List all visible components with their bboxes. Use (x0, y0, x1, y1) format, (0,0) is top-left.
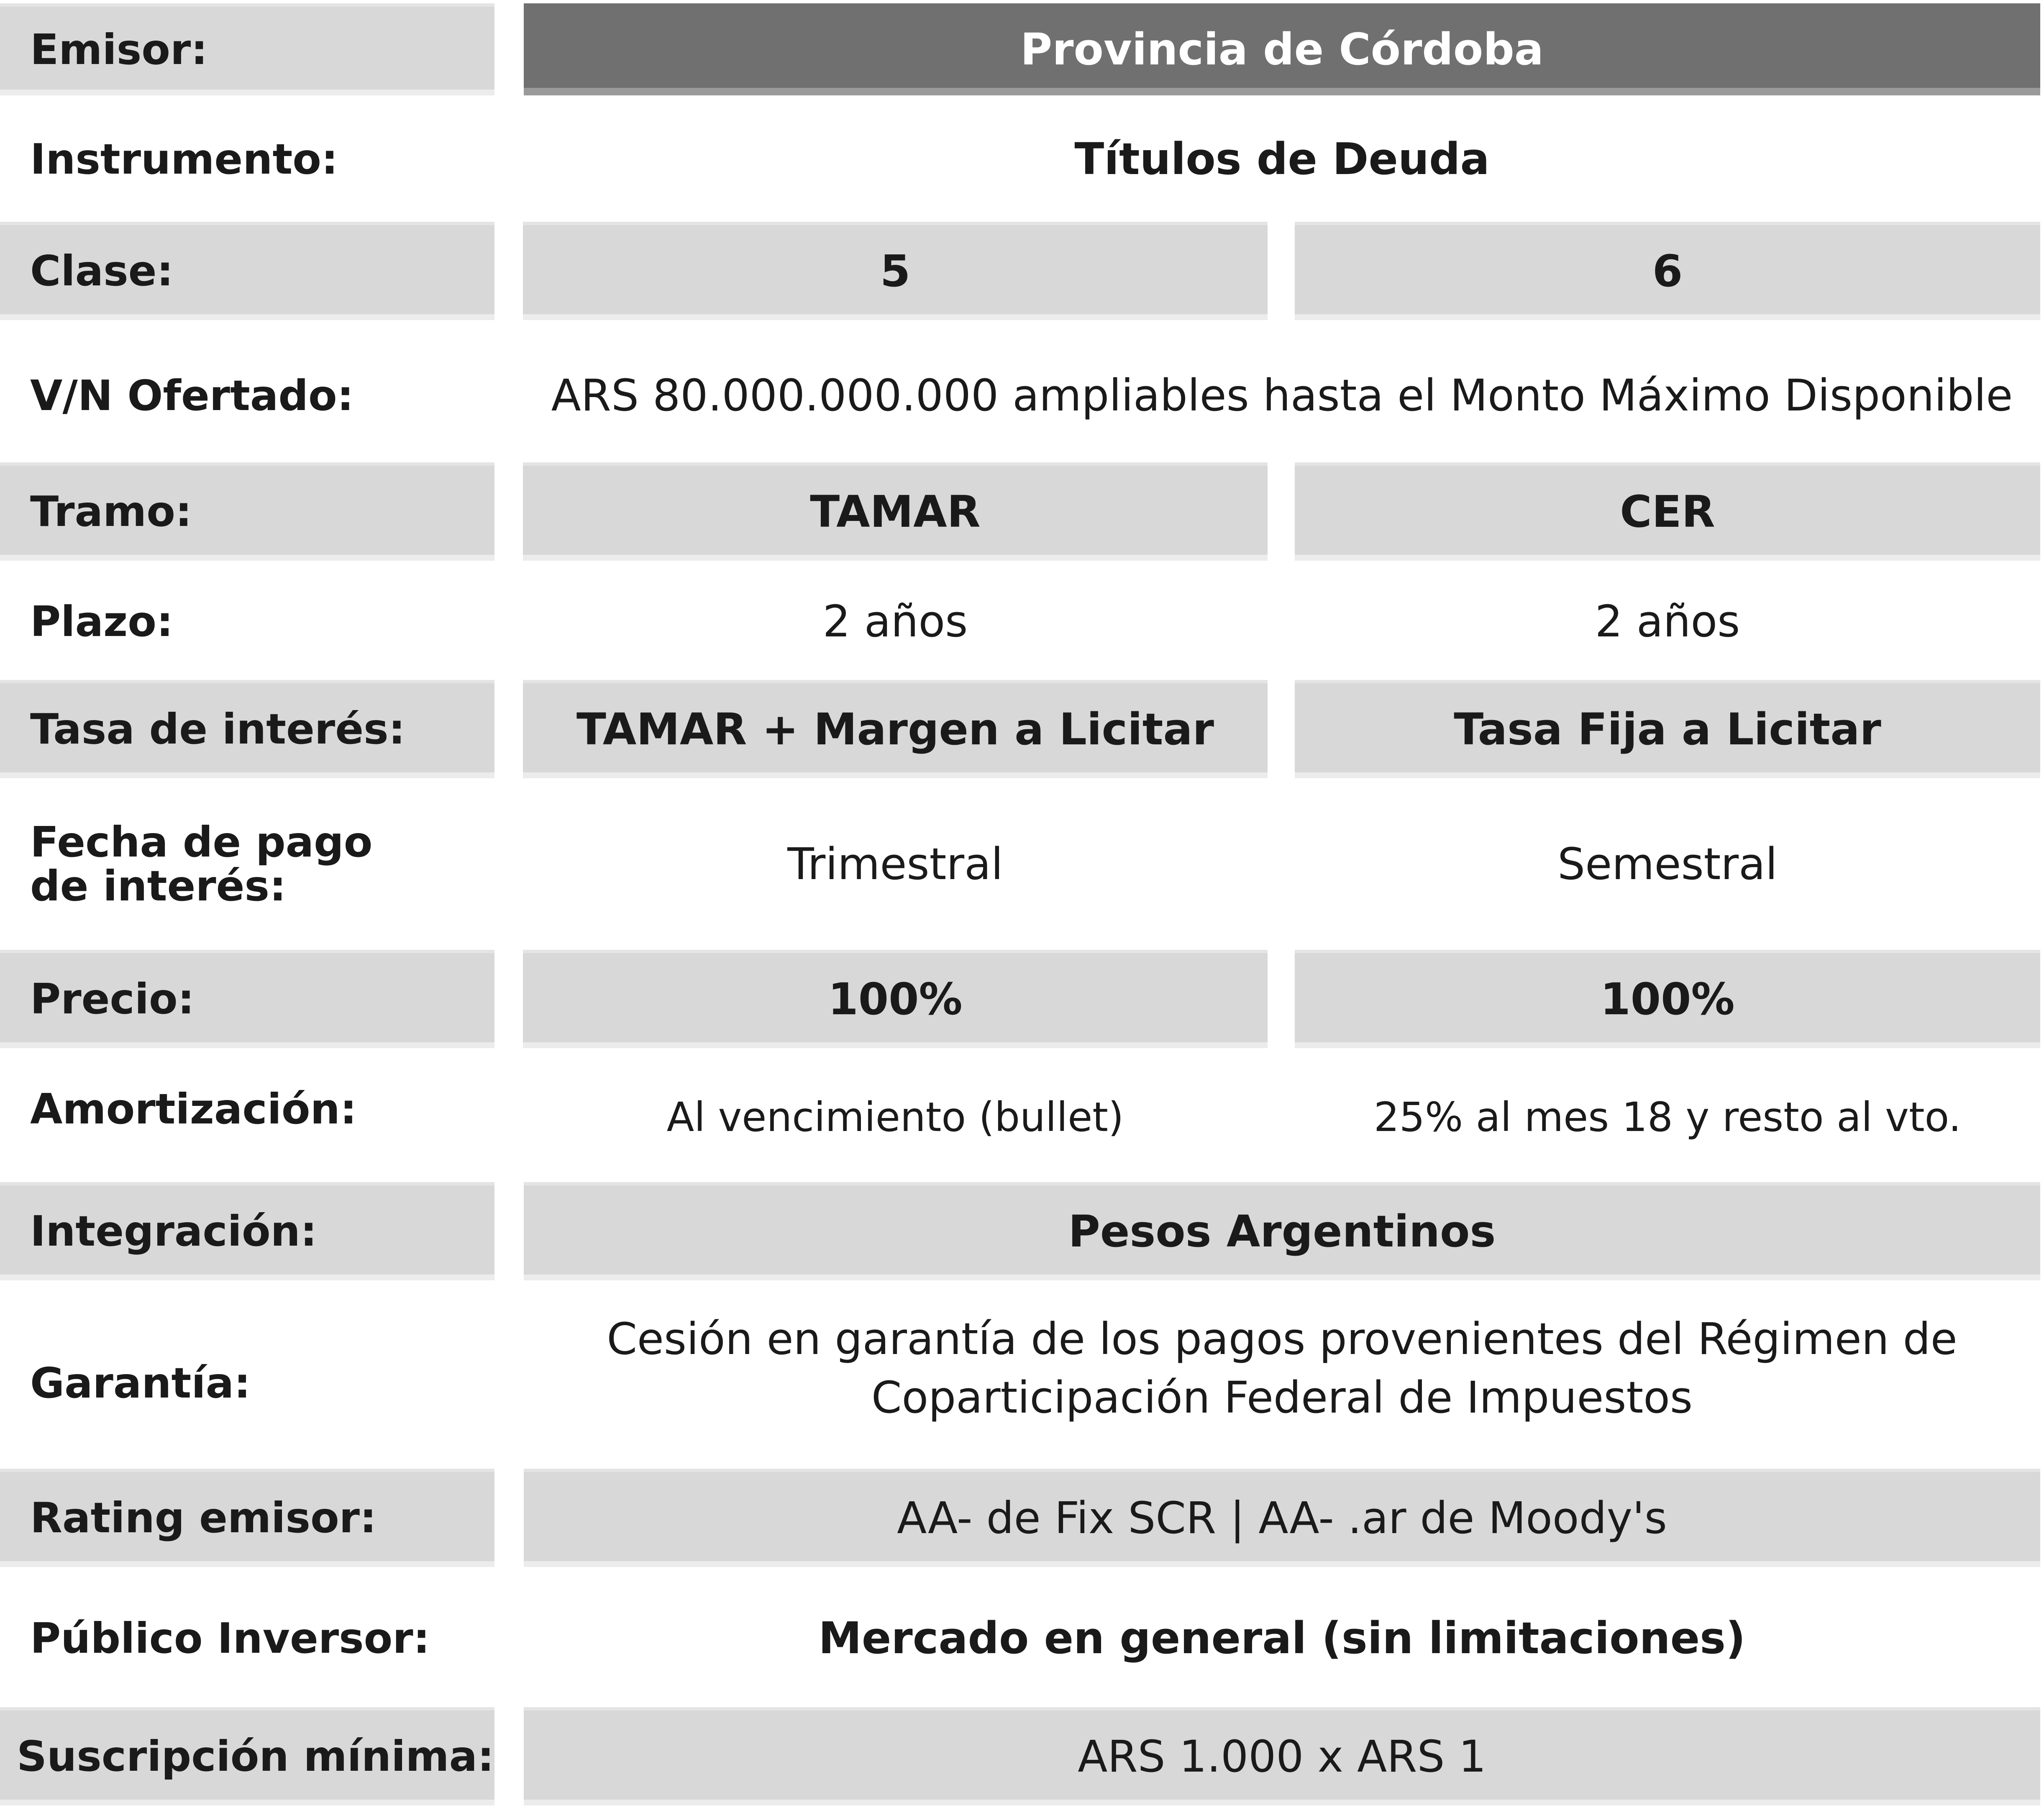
label-publico-inversor: Público Inversor: (30, 1613, 430, 1663)
value-garantia-line1: Cesión en garantía de los pagos provenientes del Régimen de (607, 1313, 1957, 1364)
label-vn-ofertado: V/N Ofertado: (30, 371, 354, 420)
label-fecha-pago (0, 795, 494, 933)
value-rating: AA- de Fix SCR | AA- .ar de Moody's (524, 1469, 2040, 1567)
label-precio: Precio: (0, 950, 494, 1048)
value-tramo-2: CER (1295, 462, 2040, 561)
label-instrumento: Instrumento: (30, 134, 338, 184)
label-amortizacion: Amortización: (30, 1084, 357, 1134)
value-garantia-line2: Coparticipación Federal de Impuestos (871, 1372, 1693, 1423)
label-suscripcion: Suscripción mínima: (0, 1707, 494, 1805)
value-instrumento: Títulos de Deuda (1074, 133, 1490, 185)
label-fecha-pago-line1: Fecha de pago (30, 818, 373, 867)
value-amortizacion-1: Al vencimiento (bullet) (666, 1094, 1124, 1141)
label-fecha-pago-line2: de interés: (30, 862, 286, 910)
value-fecha-1: Trimestral (787, 839, 1003, 890)
value-integracion: Pesos Argentinos (524, 1182, 2040, 1280)
value-precio-2: 100% (1295, 950, 2040, 1048)
value-vn-ofertado: ARS 80.000.000.000 ampliables hasta el Monto Máximo Disponible (551, 370, 2013, 421)
value-plazo-2: 2 años (1595, 596, 1740, 647)
label-rating: Rating emisor: (0, 1469, 494, 1567)
value-precio-1: 100% (523, 950, 1268, 1048)
label-integracion: Integración: (0, 1182, 494, 1280)
label-tasa-interes: Tasa de interés: (0, 680, 494, 778)
label-garantia: Garantía: (30, 1358, 251, 1408)
value-clase-2: 6 (1295, 222, 2040, 320)
value-tasa-1: TAMAR + Margen a Licitar (523, 680, 1268, 778)
value-tasa-2: Tasa Fija a Licitar (1295, 680, 2040, 778)
label-clase: Clase: (0, 222, 494, 320)
value-emisor: Provincia de Córdoba (524, 3, 2040, 95)
value-amortizacion-2: 25% al mes 18 y resto al vto. (1373, 1094, 1962, 1141)
value-garantia (524, 1297, 2040, 1439)
value-clase-1: 5 (523, 222, 1268, 320)
value-suscripcion: ARS 1.000 x ARS 1 (524, 1707, 2040, 1805)
label-emisor: Emisor: (0, 3, 494, 95)
value-fecha-2: Semestral (1557, 839, 1778, 890)
value-plazo-1: 2 años (822, 596, 968, 647)
value-publico-inversor: Mercado en general (sin limitaciones) (818, 1613, 1746, 1664)
label-plazo: Plazo: (30, 597, 173, 646)
value-tramo-1: TAMAR (523, 462, 1268, 561)
label-tramo: Tramo: (0, 462, 494, 561)
